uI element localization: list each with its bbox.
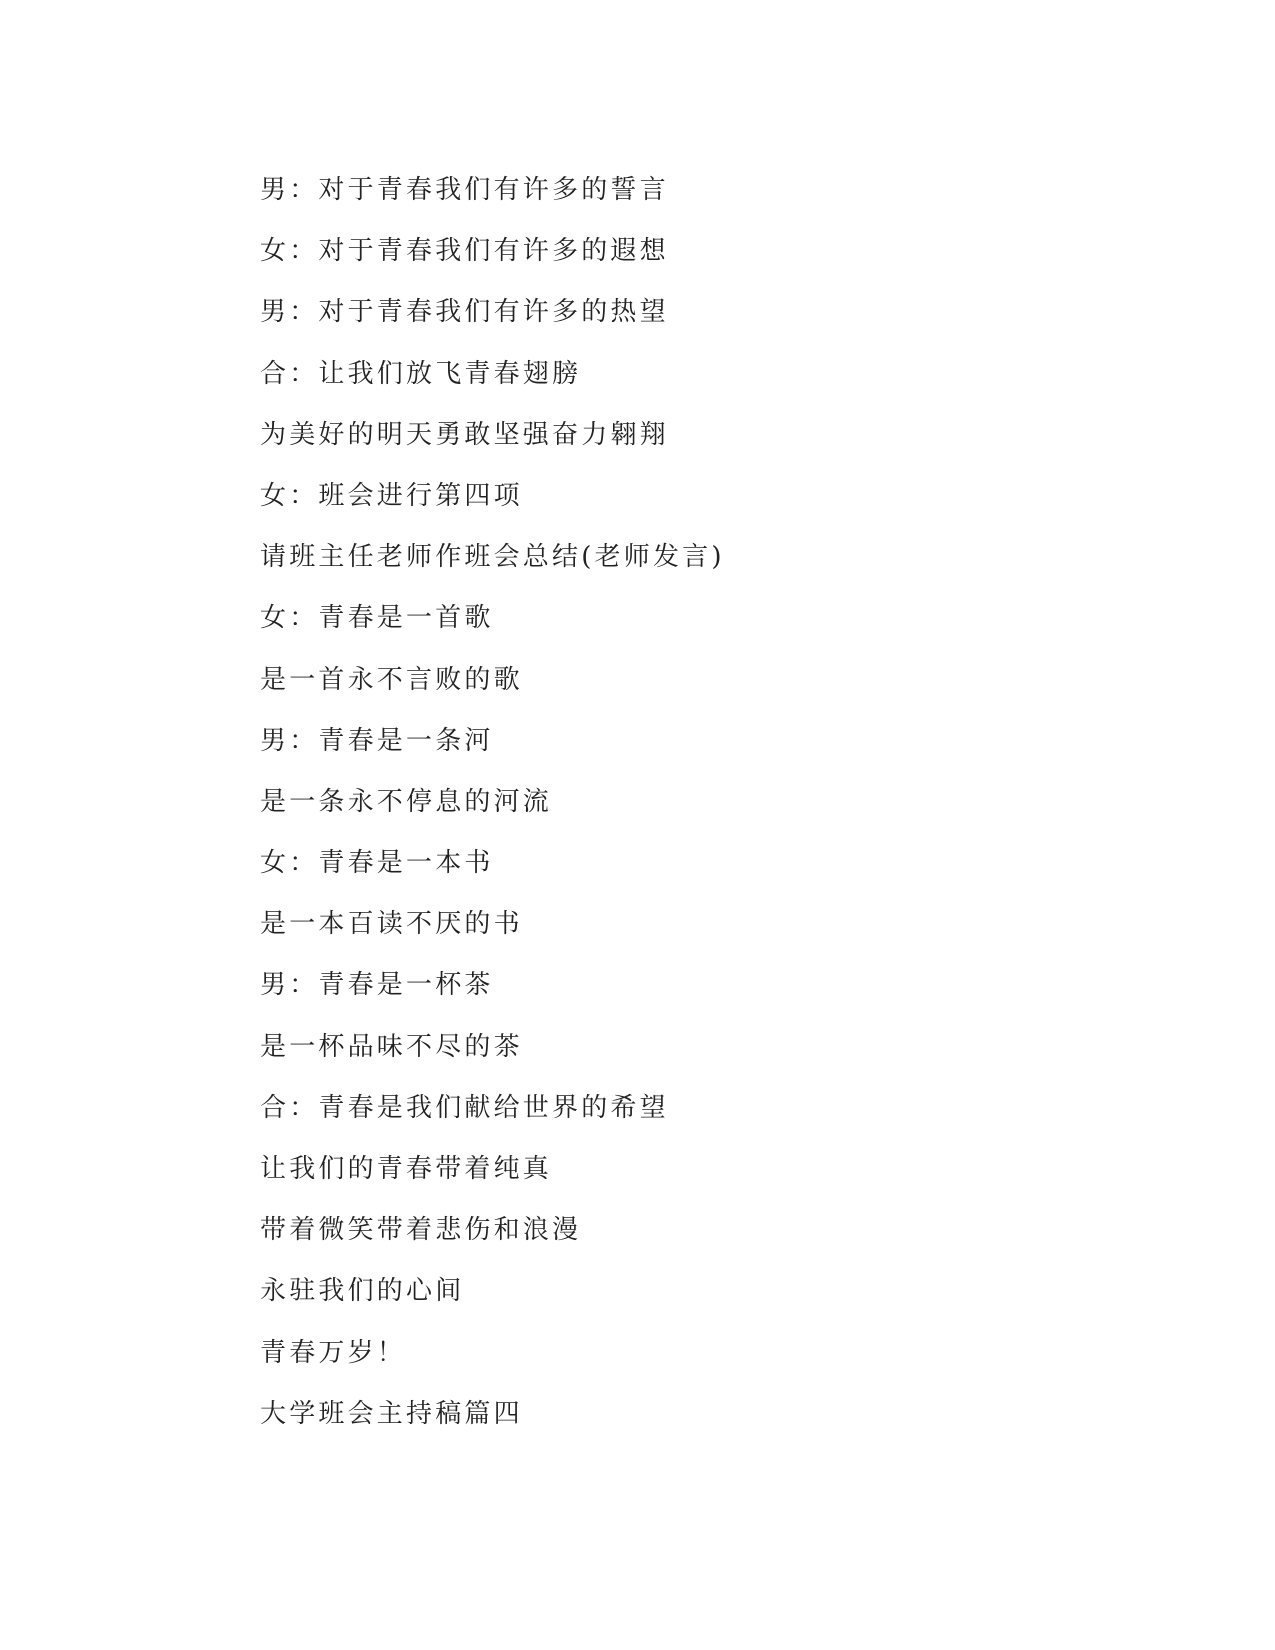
script-line: 合：青春是我们献给世界的希望: [260, 1092, 669, 1123]
script-line: 是一首永不言败的歌: [260, 664, 523, 695]
script-line: 男：青春是一条河: [260, 725, 494, 756]
script-line: 男：青春是一杯茶: [260, 970, 494, 1001]
script-line: 是一杯品味不尽的茶: [260, 1031, 523, 1062]
script-line: 永驻我们的心间: [260, 1276, 465, 1307]
script-line: 是一条永不停息的河流: [260, 786, 553, 817]
document-body: [260, 160, 1160, 1445]
section-heading: 大学班会主持稿篇四: [260, 1398, 523, 1429]
script-line: 合：让我们放飞青春翅膀: [260, 358, 582, 389]
script-line: 请班主任老师作班会总结(老师发言): [260, 542, 725, 573]
script-line: 是一本百读不厌的书: [260, 909, 523, 940]
script-line: 男：对于青春我们有许多的热望: [260, 297, 669, 328]
script-line: 让我们的青春带着纯真: [260, 1154, 553, 1184]
script-line: 青春万岁！: [260, 1337, 407, 1368]
script-line: 女：青春是一本书: [260, 848, 494, 879]
script-line: 女：青春是一首歌: [260, 603, 494, 634]
script-line: 为美好的明天勇敢坚强奋力翱翔: [260, 419, 669, 450]
script-line: 男：对于青春我们有许多的誓言: [260, 175, 669, 205]
script-line: 带着微笑带着悲伤和浪漫: [260, 1215, 582, 1246]
script-line: 女：对于青春我们有许多的遐想: [260, 236, 669, 267]
script-line: 女：班会进行第四项: [260, 480, 523, 511]
